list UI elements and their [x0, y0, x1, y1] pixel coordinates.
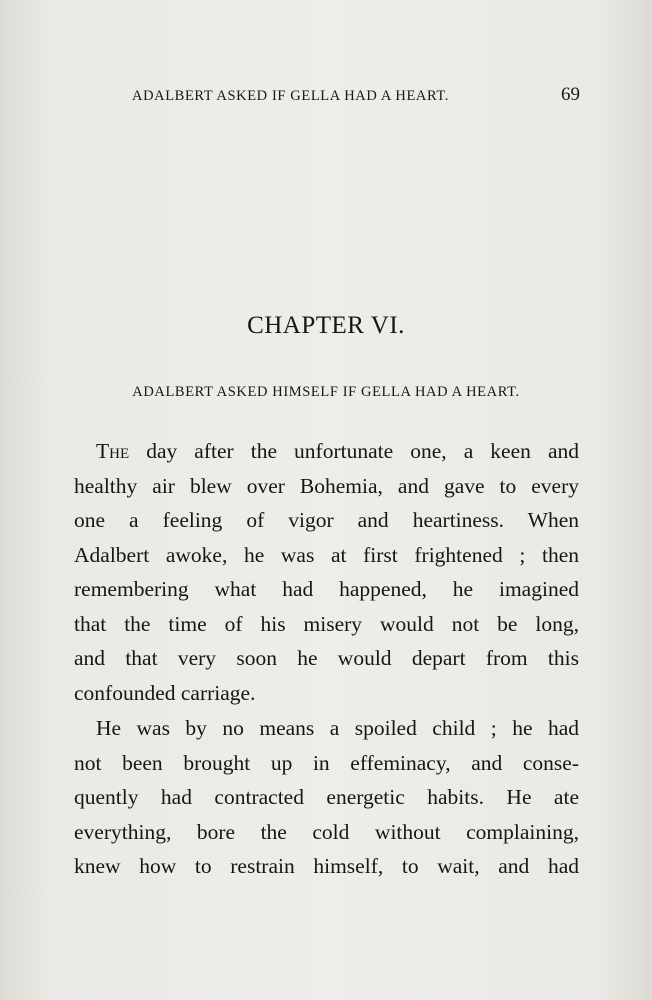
text-line: knew how to restrain himself, to wait, and had: [74, 854, 579, 878]
paragraph-1: [74, 434, 579, 710]
text-line-rest: day after the unfortunate one, a keen and: [129, 439, 579, 463]
chapter-heading: CHAPTER VI.: [247, 312, 405, 339]
text-line: confounded carriage.: [74, 680, 256, 705]
running-head: [132, 84, 580, 108]
text-line: quently had contracted energetic habits. He ate: [74, 785, 579, 809]
text-line: everything, bore the cold without complaining,: [74, 819, 579, 844]
text-line: that the time of his misery would not be long,: [74, 611, 579, 636]
text-line: He was by no means a spoiled child ; he had: [96, 716, 579, 740]
text-line: healthy air blew over Bohemia, and gave to every: [74, 473, 579, 498]
text-line: one a feeling of vigor and heartiness. When: [74, 508, 579, 532]
drop-word: The: [96, 439, 130, 463]
text-line: not been brought up in effeminacy, and conse-: [74, 750, 579, 775]
running-title: ADALBERT ASKED IF GELLA HAD A HEART.: [132, 88, 449, 104]
page-number: 69: [561, 84, 580, 105]
text-line: [74, 434, 579, 469]
text-line: remembering what had happened, he imagined: [74, 577, 579, 601]
text-line: and that very soon he would depart from this: [74, 646, 579, 670]
paragraph-2: [74, 711, 579, 884]
chapter-subtitle: ADALBERT ASKED HIMSELF IF GELLA HAD A HEART.: [132, 384, 520, 400]
text-line: Adalbert awoke, he was at first frightened ; then: [74, 542, 579, 567]
